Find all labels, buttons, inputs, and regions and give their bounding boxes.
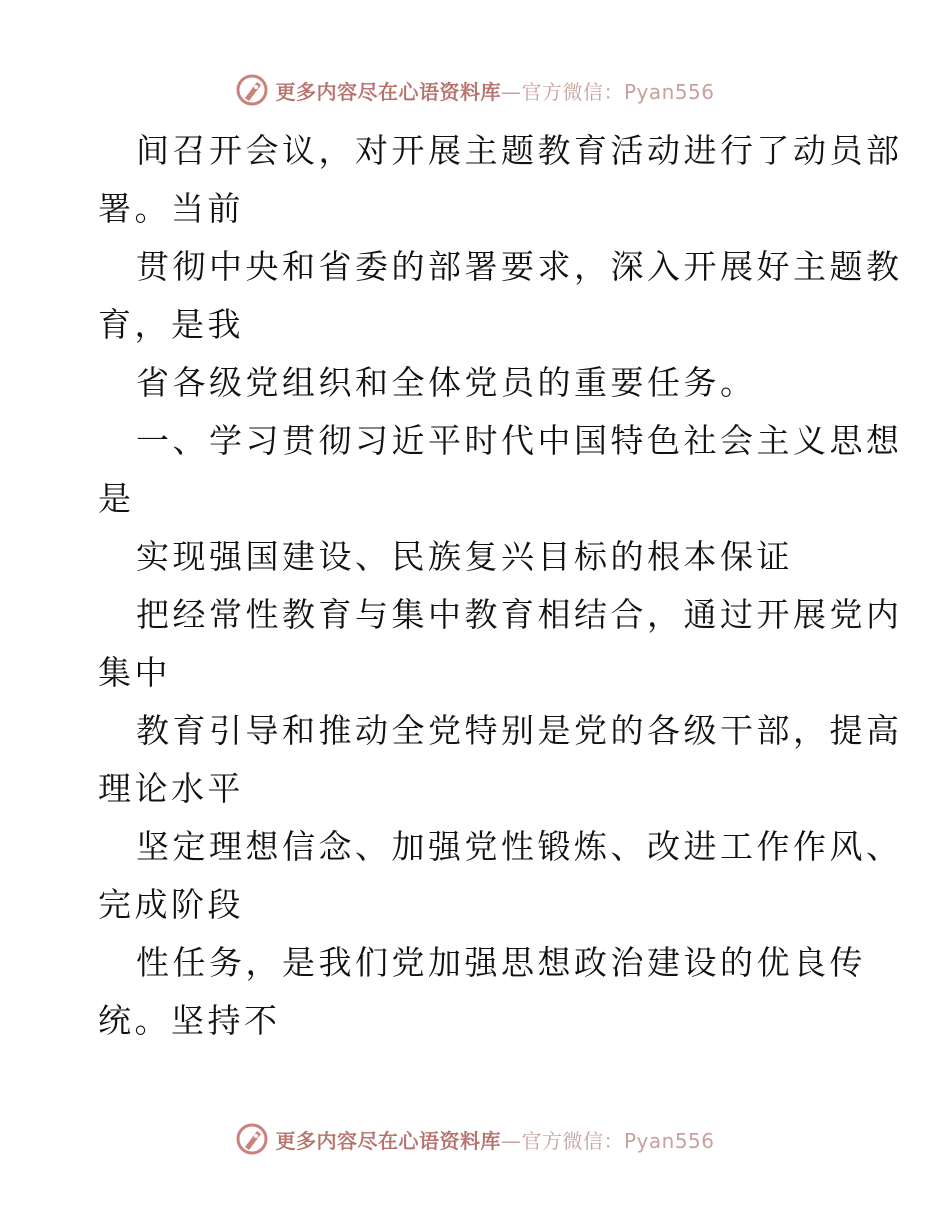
paragraph-line: 署。当前 xyxy=(98,189,244,228)
paragraph-line: 性任务，是我们党加强思想政治建设的优良传 xyxy=(136,943,866,982)
paragraph-line: 间召开会议，对开展主题教育活动进行了动员部 xyxy=(136,131,903,170)
paragraph xyxy=(0,238,950,354)
banner-text xyxy=(275,1125,714,1154)
paragraph xyxy=(0,412,950,528)
paragraph-line: 教育引导和推动全党特别是党的各级干部，提高 xyxy=(136,711,903,750)
paragraph xyxy=(0,122,950,238)
paragraph xyxy=(0,818,950,934)
paragraph xyxy=(0,528,950,586)
paragraph-line: 坚定理想信念、加强党性锻炼、改进工作作风、 xyxy=(136,827,903,866)
banner-wechat-id: Pyan556 xyxy=(623,79,715,104)
banner-site-name: 更多内容尽在心语资料库 xyxy=(275,1128,501,1153)
paragraph-line: 理论水平 xyxy=(98,769,244,808)
pen-nib-logo-icon xyxy=(235,73,269,107)
pen-nib-logo-icon xyxy=(235,1122,269,1156)
paragraph-line: 是 xyxy=(98,479,135,518)
banner-separator: —官方微信： xyxy=(500,1128,624,1153)
document-body xyxy=(0,122,950,1050)
paragraph xyxy=(0,934,950,1050)
header-banner xyxy=(0,70,950,110)
paragraph xyxy=(0,586,950,702)
paragraph xyxy=(0,702,950,818)
banner-text xyxy=(275,76,714,105)
paragraph-line: 把经常性教育与集中教育相结合，通过开展党内 xyxy=(136,595,903,634)
paragraph-line: 贯彻中央和省委的部署要求，深入开展好主题教 xyxy=(136,247,903,286)
paragraph-line: 集中 xyxy=(98,653,171,692)
banner-separator: —官方微信： xyxy=(500,79,624,104)
paragraph-line: 完成阶段 xyxy=(98,885,244,924)
footer-banner xyxy=(0,1119,950,1159)
paragraph-line: 统。坚持不 xyxy=(98,1001,281,1040)
paragraph-line: 育，是我 xyxy=(98,305,244,344)
paragraph-line: 一、学习贯彻习近平时代中国特色社会主义思想 xyxy=(136,421,903,460)
banner-site-name: 更多内容尽在心语资料库 xyxy=(275,79,501,104)
paragraph-line: 省各级党组织和全体党员的重要任务。 xyxy=(136,363,757,402)
paragraph-line: 实现强国建设、民族复兴目标的根本保证 xyxy=(136,537,793,576)
paragraph xyxy=(0,354,950,412)
banner-wechat-id: Pyan556 xyxy=(623,1128,715,1153)
